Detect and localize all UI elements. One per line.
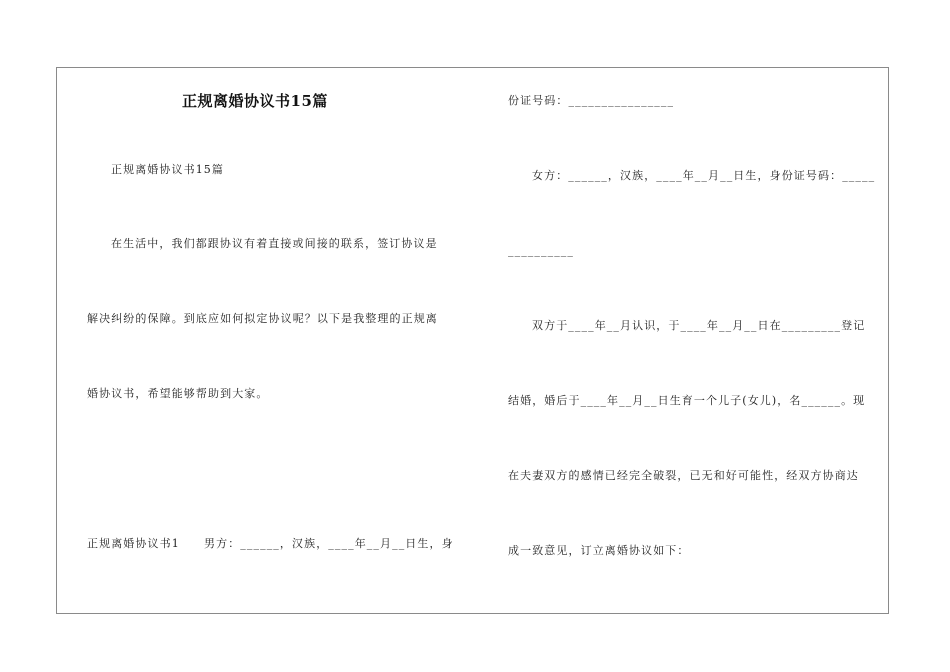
right-column: [508, 68, 888, 613]
right-line-5: 结婚，婚后于____年__月__日生育一个儿子(女儿)，名______。现: [508, 394, 866, 407]
right-line-2: 女方：______，汉族，____年__月__日生，身份证号码：_____: [532, 169, 876, 182]
intro-line-1: 在生活中，我们都跟协议有着直接或间接的联系，签订协议是: [111, 237, 438, 250]
section-1-start: 正规离婚协议书1 男方：______，汉族，____年__月__日生，身: [87, 537, 454, 550]
document-page: [56, 67, 889, 614]
right-line-1: 份证号码：________________: [508, 94, 675, 107]
left-column: [87, 68, 467, 613]
right-line-7: 成一致意见，订立离婚协议如下：: [508, 544, 690, 557]
intro-line-2: 解决纠纷的保障。到底应如何拟定协议呢？以下是我整理的正规离: [87, 312, 438, 325]
document-title: 正规离婚协议书15篇: [182, 92, 328, 110]
right-line-4: 双方于____年__月认识，于____年__月__日在_________登记: [532, 319, 866, 332]
document-subtitle: 正规离婚协议书15篇: [111, 163, 224, 176]
right-line-3: __________: [508, 244, 574, 257]
right-line-6: 在夫妻双方的感情已经完全破裂，已无和好可能性，经双方协商达: [508, 469, 859, 482]
intro-line-3: 婚协议书，希望能够帮助到大家。: [87, 387, 269, 400]
